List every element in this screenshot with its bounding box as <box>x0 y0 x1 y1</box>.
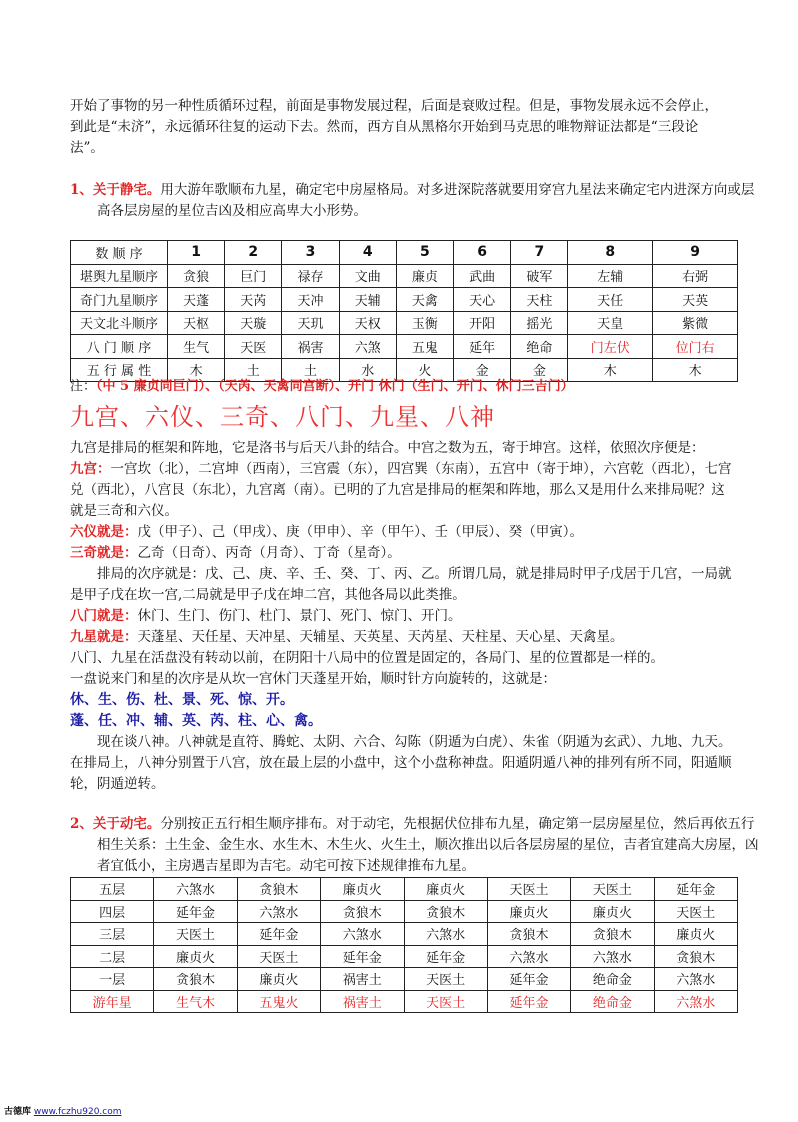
table-cell: 水 <box>339 358 396 382</box>
table-cell: 天皇 <box>568 311 653 335</box>
table-cell: 延年金 <box>654 878 737 901</box>
table-row <box>71 968 738 991</box>
table-header-cell: 9 <box>653 241 738 265</box>
section1-text: 用大游年歌顺布九星，确定宅中房屋格局。对多进深院落就要用穿宫九星法来确定宅内进深方向或层高各层房屋的星位吉凶及相应高卑大小形势。 <box>97 182 755 219</box>
table-row-label: 二层 <box>71 945 154 968</box>
table-cell: 天医土 <box>487 878 570 901</box>
table-cell: 六煞水 <box>154 878 237 901</box>
star-sequence: 蓬、任、冲、辅、英、芮、柱、心、禽。 <box>70 713 322 729</box>
table-cell: 天医 <box>225 335 282 359</box>
table-row-label: 八 门 顺 序 <box>71 335 168 359</box>
star-order-table <box>70 240 738 382</box>
table-cell: 六煞水 <box>654 968 737 991</box>
table-cell: 绝命 <box>511 335 568 359</box>
table-cell: 天柱 <box>511 288 568 312</box>
table-cell: 廉贞火 <box>487 900 570 923</box>
table-row-label: 一层 <box>71 968 154 991</box>
table-row-label: 五层 <box>71 878 154 901</box>
table-cell-highlight: 位门右 <box>653 335 738 359</box>
table-cell: 武曲 <box>454 264 511 288</box>
section2-title: 2、关于动宅。 <box>70 816 161 832</box>
table-cell: 金 <box>511 358 568 382</box>
note-prefix: 注： <box>70 379 97 394</box>
table-cell: 延年金 <box>154 900 237 923</box>
jiugong-text: 一宫坎（北），二宫坤（西南），三宫震（东），四宫巽（东南），五宫中（寄于坤），六宫乾（西北），七宫兑（西北），八宫艮（东北），九宫离（南）。已明的了九宫是排局的框架和阵地，那么又是用什么来排局呢？这就是三奇和六仪。 <box>70 461 732 519</box>
table-cell: 廉贞火 <box>571 900 654 923</box>
table-cell: 金 <box>454 358 511 382</box>
table-cell: 六煞水 <box>321 923 404 946</box>
section1-paragraph <box>70 180 765 222</box>
jiuxing-paragraph <box>70 627 738 648</box>
table-cell: 廉贞火 <box>237 968 320 991</box>
note-text: （中 5 廉贞同巨门）、（天芮、天禽同宫断）、开门 休门（生门、开门、休门三吉门） <box>96 379 574 394</box>
table-header-cell: 3 <box>282 241 339 265</box>
footer-site-name: 古德库 <box>4 1107 32 1117</box>
table-cell: 巨门 <box>225 264 282 288</box>
table-row-label: 三层 <box>71 923 154 946</box>
liuyi-paragraph <box>70 522 738 543</box>
table-cell: 六煞水 <box>654 990 737 1013</box>
bamen-label: 八门就是： <box>70 608 138 624</box>
table-cell: 天玑 <box>282 311 339 335</box>
liuyi-label: 六仪就是： <box>70 524 138 540</box>
table-cell: 开阳 <box>454 311 511 335</box>
liuyi-text: 戊（甲子）、己（甲戌）、庚（甲申）、辛（甲午）、壬（甲辰）、癸（甲寅）。 <box>137 524 583 540</box>
table-cell: 祸害土 <box>321 990 404 1013</box>
table-header-row <box>71 241 738 265</box>
bashen-paragraph: 现在谈八神。八神就是直符、腾蛇、太阴、六合、勾陈（阴遁为白虎）、朱雀（阴遁为玄武）、九地、九天。在排局上，八神分别置于八宫，放在最上层的小盘中，这个小盘称神盘。阳遁阴遁八神的排列有所不同，阳遁顺轮，阴遁逆转。 <box>70 734 732 792</box>
section2-paragraph <box>70 814 765 877</box>
table-cell: 土 <box>282 358 339 382</box>
jiugong-paragraph <box>70 459 738 522</box>
table-row-label: 堪舆九星顺序 <box>71 264 168 288</box>
jiugong-label: 九宫： <box>70 461 111 477</box>
section1-title: 1、关于静宅。 <box>70 182 161 198</box>
table-cell: 天医土 <box>404 968 487 991</box>
table-note <box>70 377 574 397</box>
table-row <box>71 335 738 359</box>
table-cell: 天心 <box>454 288 511 312</box>
table-cell: 贪狼木 <box>571 923 654 946</box>
table-cell: 右弼 <box>653 264 738 288</box>
door-sequence: 休、生、伤、杜、景、死、惊、开。 <box>70 692 294 708</box>
page-footer <box>4 1104 122 1117</box>
jiuxing-text: 天蓬星、天任星、天冲星、天辅星、天英星、天芮星、天柱星、天心星、天禽星。 <box>137 629 624 645</box>
table-cell: 文曲 <box>339 264 396 288</box>
table-cell: 天权 <box>339 311 396 335</box>
table-cell: 祸害 <box>282 335 339 359</box>
section2-text: 分别按正五行相生顺序排布。对于动宅，先根据伏位排布九星，确定第一层房屋星位，然后再依五行相生关系：土生金、金生水、水生木、木生火、火生土，顺次推出以后各层房屋的星位，吉者宜建高大房屋，凶者宜低小，主房遇吉星即为吉宅。动宅可按下述规律推布九星。 <box>97 816 759 874</box>
table-cell: 摇光 <box>511 311 568 335</box>
table-cell: 廉贞 <box>396 264 453 288</box>
table-cell: 贪狼木 <box>321 900 404 923</box>
intro-line-1: 开始了事物的另一种性质循环过程，前面是事物发展过程，后面是衰败过程。但是，事物发展永远不会停止， <box>70 98 718 114</box>
table-cell: 天蓬 <box>168 288 225 312</box>
intro-paragraph <box>70 96 738 159</box>
table-header-cell: 8 <box>568 241 653 265</box>
table-cell: 六煞水 <box>487 945 570 968</box>
table-cell: 木 <box>653 358 738 382</box>
table-row <box>71 878 738 901</box>
fixed-position-paragraph: 八门、九星在活盘没有转动以前，在阴阳十八局中的位置是固定的，各局门、星的位置都是一样的。 <box>70 650 664 666</box>
table-cell: 廉贞火 <box>404 878 487 901</box>
floor-star-table <box>70 877 738 1013</box>
bamen-text: 休门、生门、伤门、杜门、景门、死门、惊门、开门。 <box>137 608 462 624</box>
table-cell: 贪狼木 <box>154 968 237 991</box>
paiju-paragraph: 排局的次序就是：戊、己、庚、辛、壬、癸、丁、丙、乙。所谓几局，就是排局时甲子戊居于几宫，一局就是甲子戊在坎一宫,二局就是甲子戊在坤二宫，其他各局以此类推。 <box>70 566 732 603</box>
table-cell: 六煞水 <box>571 945 654 968</box>
table-row-label: 奇门九星顺序 <box>71 288 168 312</box>
table-cell: 廉贞火 <box>154 945 237 968</box>
table-header-cell: 2 <box>225 241 282 265</box>
table-cell: 延年金 <box>487 968 570 991</box>
table-cell: 延年金 <box>404 945 487 968</box>
table-cell: 贪狼木 <box>654 945 737 968</box>
table-row-label: 四层 <box>71 900 154 923</box>
table-cell: 六煞水 <box>237 900 320 923</box>
table-row <box>71 311 738 335</box>
table-cell: 六煞 <box>339 335 396 359</box>
table-cell: 贪狼木 <box>237 878 320 901</box>
table-header-cell: 数 顺 序 <box>71 241 168 265</box>
table-cell: 六煞水 <box>404 923 487 946</box>
table-cell: 禄存 <box>282 264 339 288</box>
order-paragraph: 一盘说来门和星的次序是从坎一宫休门天蓬星开始，顺时针方向旋转的，这就是： <box>70 671 556 687</box>
table-cell: 延年金 <box>487 990 570 1013</box>
table-cell: 天医土 <box>404 990 487 1013</box>
table-cell: 天芮 <box>225 288 282 312</box>
table-row <box>71 264 738 288</box>
table-row <box>71 923 738 946</box>
table-cell: 延年 <box>454 335 511 359</box>
table-header-cell: 7 <box>511 241 568 265</box>
table-cell: 天枢 <box>168 311 225 335</box>
table-cell: 玉衡 <box>396 311 453 335</box>
table-row-label: 游年星 <box>71 990 154 1013</box>
table-cell: 木 <box>168 358 225 382</box>
sanqi-text: 乙奇（日奇）、丙奇（月奇）、丁奇（星奇）。 <box>137 545 401 561</box>
table-cell: 破军 <box>511 264 568 288</box>
table-cell: 生气 <box>168 335 225 359</box>
table-cell: 天璇 <box>225 311 282 335</box>
table-cell-highlight: 门左伏 <box>568 335 653 359</box>
table-cell: 贪狼木 <box>404 900 487 923</box>
table-cell: 天冲 <box>282 288 339 312</box>
table-row <box>71 900 738 923</box>
table-row <box>71 945 738 968</box>
intro-line-2: 到此是“未济”，永远循环往复的运动下去。然而，西方自从黑格尔开始到马克思的唯物辩证法都是“三段论 <box>70 119 699 135</box>
table-row-label: 天文北斗顺序 <box>71 311 168 335</box>
table-cell: 廉贞火 <box>654 923 737 946</box>
table-cell: 火 <box>396 358 453 382</box>
table-cell: 祸害土 <box>321 968 404 991</box>
table-cell: 天辅 <box>339 288 396 312</box>
sanqi-label: 三奇就是： <box>70 545 138 561</box>
table-cell: 天任 <box>568 288 653 312</box>
table-header-cell: 6 <box>454 241 511 265</box>
table-cell: 延年金 <box>321 945 404 968</box>
table-cell: 贪狼木 <box>487 923 570 946</box>
table-cell: 天禽 <box>396 288 453 312</box>
table-cell: 木 <box>568 358 653 382</box>
table-cell: 天医土 <box>237 945 320 968</box>
section-heading: 九宫、六仪、三奇、八门、九星、八神 <box>70 403 495 431</box>
table-cell: 左辅 <box>568 264 653 288</box>
sanqi-paragraph <box>70 543 738 564</box>
table-header-cell: 1 <box>168 241 225 265</box>
table-cell: 绝命金 <box>571 990 654 1013</box>
table-cell: 生气木 <box>154 990 237 1013</box>
table-cell: 廉贞火 <box>321 878 404 901</box>
table-cell: 贪狼 <box>168 264 225 288</box>
footer-url-link[interactable]: www.fczhu920.com <box>33 1107 122 1117</box>
body-block <box>70 438 738 795</box>
intro-line-3: 法”。 <box>70 140 104 156</box>
table-cell: 土 <box>225 358 282 382</box>
table-row <box>71 288 738 312</box>
table-cell: 五鬼火 <box>237 990 320 1013</box>
table-cell: 天英 <box>653 288 738 312</box>
table-header-cell: 5 <box>396 241 453 265</box>
table-cell: 天医土 <box>154 923 237 946</box>
table-cell: 紫微 <box>653 311 738 335</box>
table-cell: 延年金 <box>237 923 320 946</box>
table-row-label: 五 行 属 性 <box>71 358 168 382</box>
table-cell: 天医土 <box>654 900 737 923</box>
table-cell: 天医土 <box>571 878 654 901</box>
jiugong-intro: 九宫是排局的框架和阵地，它是洛书与后天八卦的结合。中宫之数为五，寄于坤宫。这样，依照次序便是： <box>70 440 705 456</box>
table-row-youniansing <box>71 990 738 1013</box>
table-header-cell: 4 <box>339 241 396 265</box>
jiuxing-label: 九星就是： <box>70 629 138 645</box>
table-cell: 五鬼 <box>396 335 453 359</box>
bamen-paragraph <box>70 606 738 627</box>
table-cell: 绝命金 <box>571 968 654 991</box>
